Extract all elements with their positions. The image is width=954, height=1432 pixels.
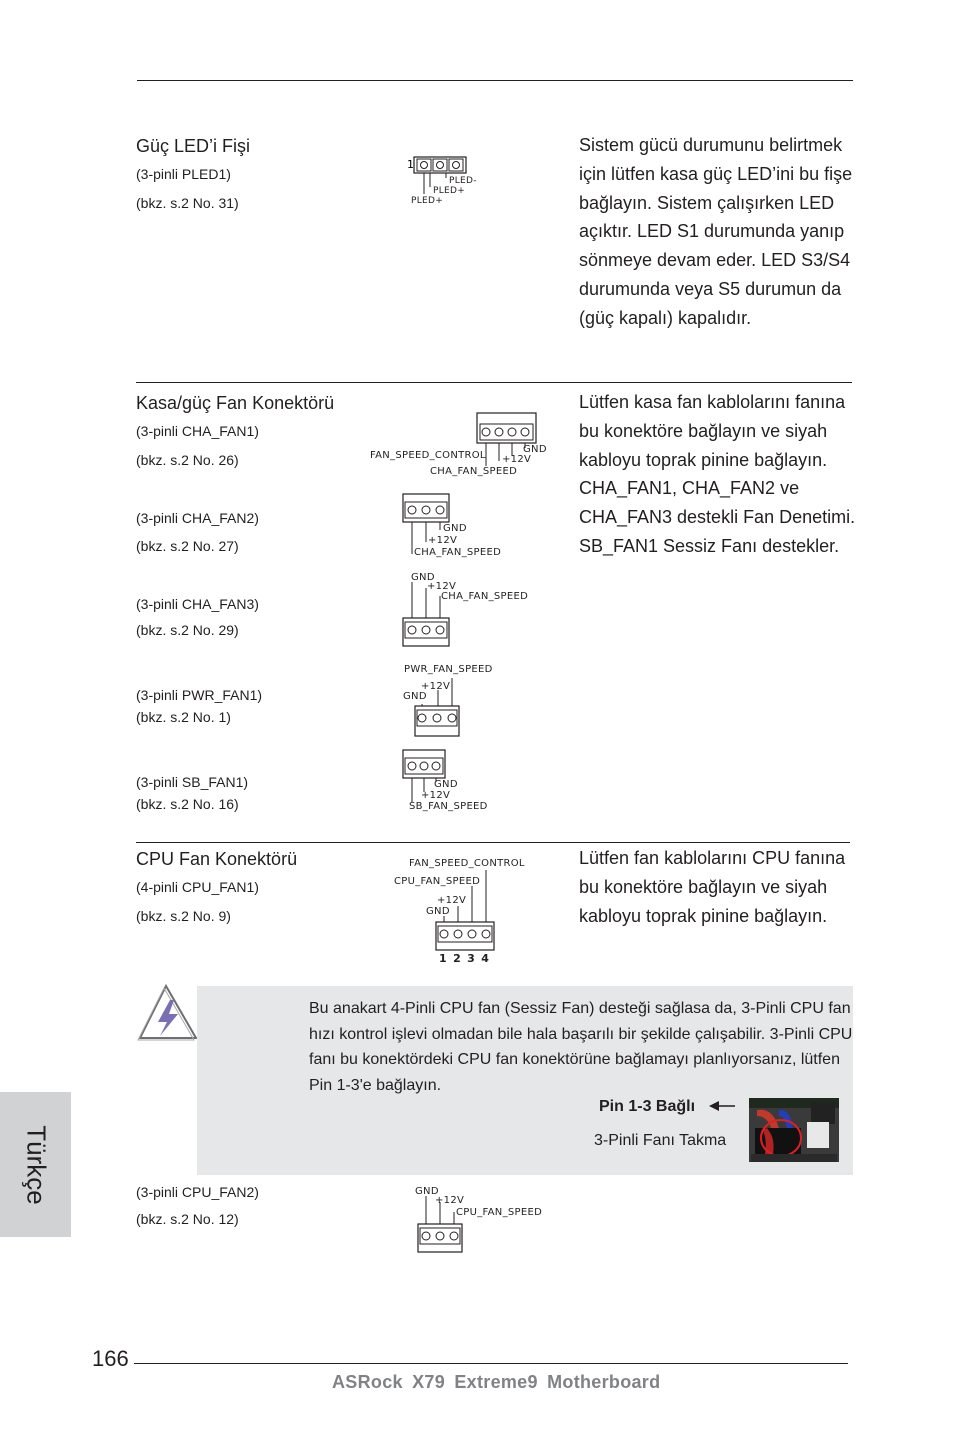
- fan-connector-photo: [749, 1098, 839, 1162]
- note-pin-label: Pin 1-3 Bağlı: [599, 1098, 696, 1115]
- cpu-fan2-label-gnd: GND: [415, 1186, 439, 1197]
- section-title-cpu-fan: CPU Fan Konektörü: [136, 849, 298, 869]
- cha-fan2-label-speed: CHA_FAN_SPEED: [414, 547, 502, 558]
- cpu-fan1-label-gnd: GND: [426, 906, 450, 917]
- language-side-tab: [0, 1092, 71, 1237]
- cha-fan3-label-speed: CHA_FAN_SPEED: [441, 591, 529, 602]
- pled-label-plus-2: PLED+: [411, 196, 444, 206]
- cha-fan1-label-speed-control: FAN_SPEED_CONTROL: [370, 450, 486, 461]
- note-text: Bu anakart 4-Pinli CPU fan (Sessiz Fan) desteği sağlasa da, 3-Pinli CPU fan hızı kontrol işlevi olmadan bile hala başarılı bir şekilde çalışabilir. 3-Pinli CPU fanı bu konektördeki CPU fan konektörüne bağlamayı planlıyorsanız, lütfen Pin 1-3'e bağlayın.: [309, 1000, 853, 1094]
- cha-fan3-diagram: [398, 580, 458, 650]
- arrow-left-icon: [707, 1098, 737, 1114]
- section-title-power-led: Güç LED’i Fişi: [136, 136, 251, 156]
- cha-fan2-sub1: (3-pinli CHA_FAN2): [136, 510, 259, 526]
- cpu-fan1-pin-numbers: 1 2 3 4: [439, 952, 490, 965]
- language-side-tab-label: Türkçe: [21, 1124, 51, 1205]
- section-title-chassis-fan: Kasa/güç Fan Konektörü: [136, 393, 335, 413]
- section-sub1-power-led: (3-pinli PLED1): [136, 166, 231, 182]
- cpu-fan1-label-speed-control: FAN_SPEED_CONTROL: [409, 858, 525, 869]
- cpu-fan2-label-speed: CPU_FAN_SPEED: [456, 1207, 543, 1218]
- sb-fan1-sub1: (3-pinli SB_FAN1): [136, 774, 249, 790]
- pwr-fan1-label-speed: PWR_FAN_SPEED: [404, 664, 493, 675]
- cha-fan1-sub2: (bkz. s.2 No. 26): [136, 452, 239, 468]
- cha-fan3-sub2: (bkz. s.2 No. 29): [136, 622, 239, 638]
- sb-fan1-label-speed: SB_FAN_SPEED: [409, 801, 488, 812]
- pled-label-plus-1: PLED+: [433, 186, 466, 196]
- cha-fan3-label-gnd: GND: [411, 572, 435, 583]
- section-divider-1: [136, 382, 852, 383]
- cha-fan3-sub1: (3-pinli CHA_FAN3): [136, 596, 259, 612]
- cha-fan1-label-gnd: GND: [523, 444, 547, 455]
- note-install-label: 3-Pinli Fanı Takma: [594, 1132, 727, 1149]
- cha-fan1-sub1: (3-pinli CHA_FAN1): [136, 423, 259, 439]
- note-box: [197, 986, 853, 1175]
- cpu-fan2-sub1: (3-pinli CPU_FAN2): [136, 1184, 259, 1200]
- top-rule: [137, 80, 853, 81]
- page-number: 166: [92, 1346, 129, 1371]
- footer-rule: [134, 1363, 848, 1364]
- cpu-fan1-sub1: (4-pinli CPU_FAN1): [136, 879, 259, 895]
- pwr-fan1-sub1: (3-pinli PWR_FAN1): [136, 687, 263, 703]
- cpu-fan2-diagram: [412, 1194, 472, 1256]
- sb-fan1-label-gnd: GND: [434, 779, 458, 790]
- pwr-fan1-label-12v: +12V: [421, 681, 451, 692]
- section-divider-2: [136, 842, 850, 843]
- cha-fan2-label-12v: +12V: [428, 535, 458, 546]
- section-desc-chassis-fan: Lütfen kasa fan kablolarını fanına bu konektöre bağlayın ve siyah kabloyu toprak pinine bağlayın. CHA_FAN1, CHA_FAN2 ve CHA_FAN3 destekli Fan Denetimi. SB_FAN1 Sessiz Fanı destekler.: [579, 392, 856, 556]
- cpu-fan1-sub2: (bkz. s.2 No. 9): [136, 908, 231, 924]
- sb-fan1-sub2: (bkz. s.2 No. 16): [136, 796, 239, 812]
- cha-fan1-label-12v: +12V: [502, 454, 532, 465]
- footer-title: ASRock X79 Extreme9 Motherboard: [332, 1372, 661, 1392]
- warning-icon: [136, 982, 200, 1042]
- section-desc-power-led: Sistem gücü durumunu belirtmek için lütfen kasa güç LED’ini bu fişe bağlayın. Sistem çalışırken LED açıktır. LED S1 durumunda yanıp sönmeye devam eder. LED S3/S4 durumunda veya S5 durumun da (güç kapalı) kapalıdır.: [579, 135, 853, 328]
- cha-fan2-label-gnd: GND: [443, 523, 467, 534]
- cha-fan3-label-12v: +12V: [427, 581, 457, 592]
- pwr-fan1-label-gnd: GND: [403, 691, 427, 702]
- section-desc-cpu-fan: Lütfen fan kablolarını CPU fanına bu konektöre bağlayın ve siyah kabloyu toprak pinine bağlayın.: [579, 848, 846, 926]
- pwr-fan1-sub2: (bkz. s.2 No. 1): [136, 709, 231, 725]
- cpu-fan1-diagram: [430, 868, 500, 952]
- cha-fan2-sub2: (bkz. s.2 No. 27): [136, 538, 239, 554]
- sb-fan1-label-12v: +12V: [421, 790, 451, 801]
- pled-label-minus: PLED-: [449, 176, 477, 186]
- cpu-fan2-sub2: (bkz. s.2 No. 12): [136, 1211, 239, 1227]
- cpu-fan2-label-12v: +12V: [435, 1195, 465, 1206]
- pled-pin1-label: 1: [407, 158, 414, 171]
- cha-fan1-label-speed: CHA_FAN_SPEED: [430, 466, 518, 477]
- pwr-fan1-diagram: [410, 676, 470, 740]
- section-sub2-power-led: (bkz. s.2 No. 31): [136, 195, 239, 211]
- cpu-fan1-label-12v: +12V: [437, 895, 467, 906]
- cpu-fan1-label-speed: CPU_FAN_SPEED: [394, 876, 481, 887]
